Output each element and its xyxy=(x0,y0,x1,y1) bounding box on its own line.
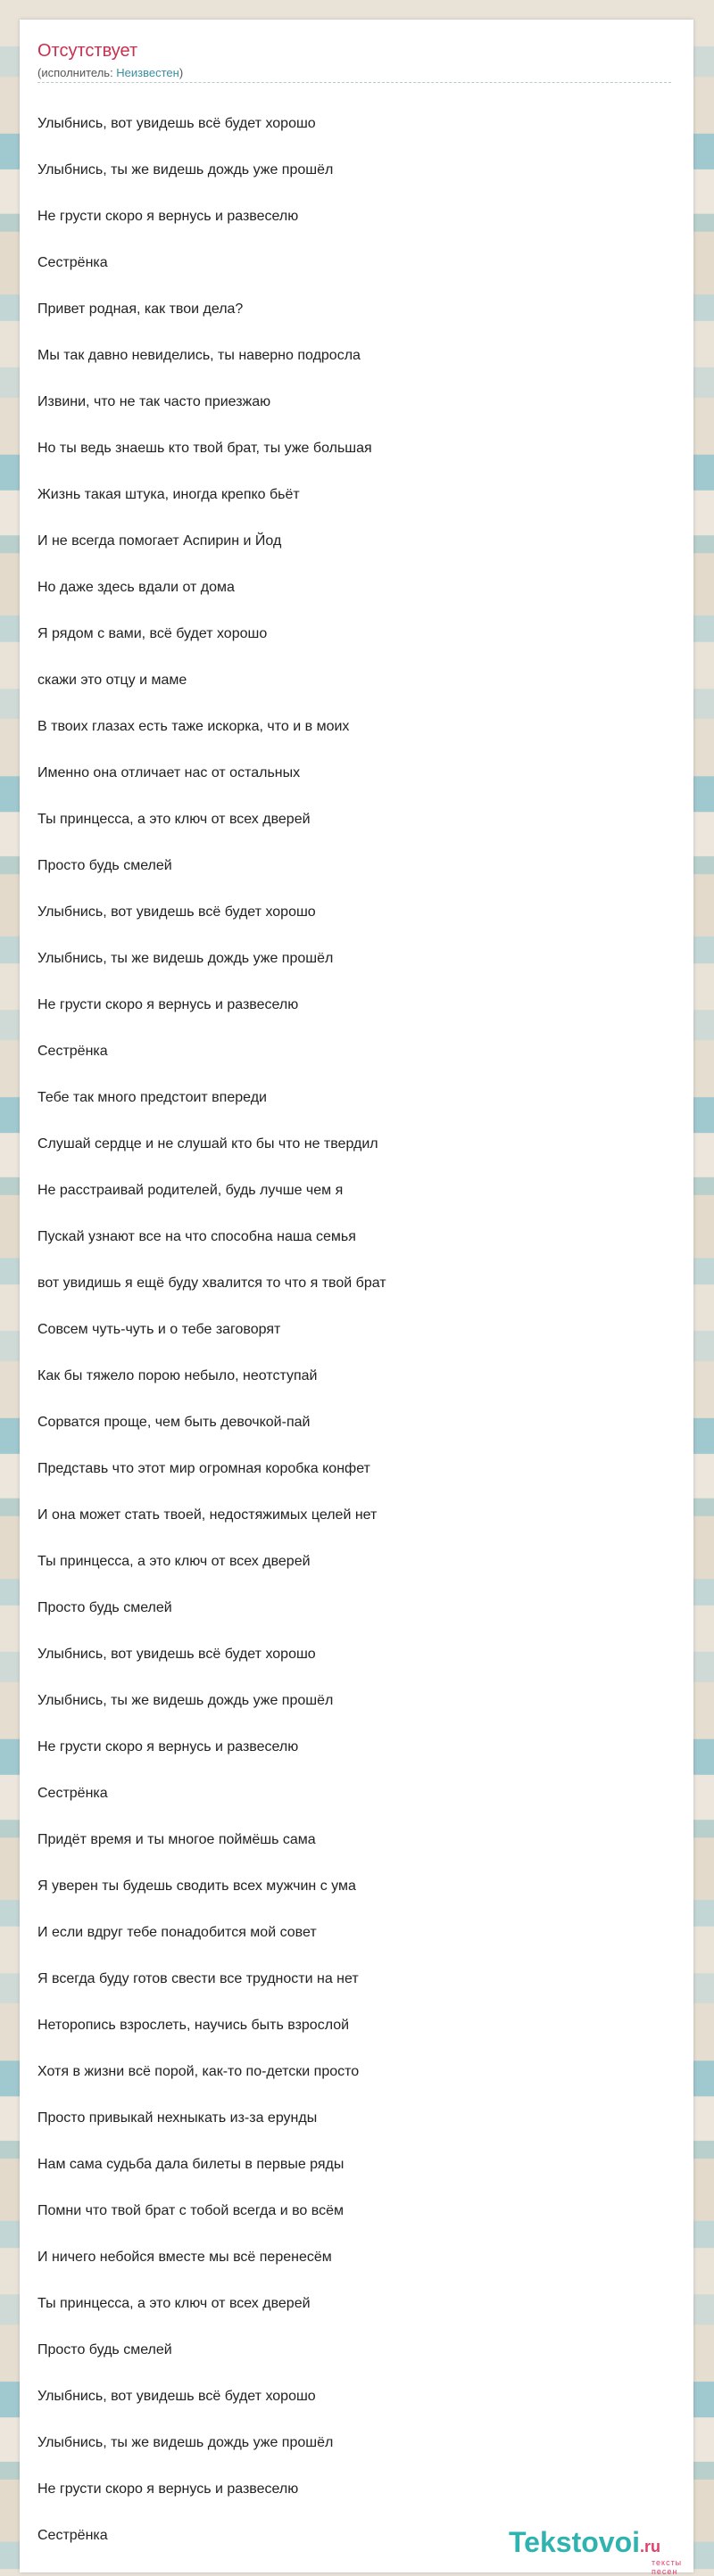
lyric-line: Сестрёнка xyxy=(37,1044,108,1059)
lyrics-list xyxy=(37,113,680,2572)
lyric-line: Я уверен ты будешь сводить всех мужчин с ума xyxy=(37,1878,356,1894)
lyric-line: Просто будь смелей xyxy=(37,1600,172,1615)
lyric-line: Мы так давно невиделись, ты наверно подросла xyxy=(37,348,361,363)
lyric-line: Улыбнись, ты же видешь дождь уже прошёл xyxy=(37,2435,334,2450)
lyrics-page xyxy=(20,20,693,2576)
lyric-line: Не грусти скоро я вернусь и развеселю xyxy=(37,1739,299,1754)
logo-tagline: тексты песен xyxy=(652,2558,683,2576)
logo-wordmark xyxy=(509,2526,660,2563)
lyric-line: Сестрёнка xyxy=(37,255,108,270)
lyric-line: Улыбнись, вот увидешь всё будет хорошо xyxy=(37,2389,316,2404)
lyric-line: Неторопись взрослеть, научись быть взрослой xyxy=(37,2018,350,2033)
site-logo[interactable] xyxy=(509,2526,692,2576)
lyric-line: Сестрёнка xyxy=(37,2528,108,2543)
lyric-line: Но ты ведь знаешь кто твой брат, ты уже большая xyxy=(37,441,372,456)
lyric-line: Тебе так много предстоит впереди xyxy=(37,1090,267,1105)
lyric-line: Улыбнись, ты же видешь дождь уже прошёл xyxy=(37,162,334,178)
lyric-line: Не грусти скоро я вернусь и развеселю xyxy=(37,997,299,1012)
lyric-line: И она может стать твоей, недостяжимых целей нет xyxy=(37,1507,378,1523)
lyric-line: Просто будь смелей xyxy=(37,858,172,873)
lyric-line: В твоих глазах есть таже искорка, что и в моих xyxy=(37,719,350,734)
lyric-line: скажи это отцу и маме xyxy=(37,673,187,688)
header-divider xyxy=(37,82,671,83)
lyric-line: Улыбнись, ты же видешь дождь уже прошёл xyxy=(37,1693,334,1708)
lyric-line: Пускай узнают все на что способна наша семья xyxy=(37,1229,356,1244)
lyric-line: Слушай сердце и не слушай кто бы что не твердил xyxy=(37,1136,378,1152)
lyric-line: Придёт время и ты многое поймёшь сама xyxy=(37,1832,316,1847)
lyric-line: Я рядом с вами, всё будет хорошо xyxy=(37,626,268,641)
artist-suffix: ) xyxy=(178,66,184,79)
lyric-line: Не грусти скоро я вернусь и развеселю xyxy=(37,209,299,224)
lyric-line: Именно она отличает нас от остальных xyxy=(37,765,301,780)
lyric-line: Жизнь такая штука, иногда крепко бьёт xyxy=(37,487,300,502)
lyric-line: Просто привыкай нехныкать из-за ерунды xyxy=(37,2110,318,2126)
lyric-line: Хотя в жизни всё порой, как-то по-детски просто xyxy=(37,2064,360,2079)
song-title: Отсутствует xyxy=(37,41,138,61)
artist-line xyxy=(37,66,183,80)
lyric-line: И не всегда помогает Аспирин и Йод xyxy=(37,533,282,549)
lyric-line: Ты принцесса, а это ключ от всех дверей xyxy=(37,1554,311,1569)
artist-link[interactable]: Неизвестен xyxy=(116,66,179,79)
logo-tld: .ru xyxy=(640,2538,661,2555)
lyric-line: Ты принцесса, а это ключ от всех дверей xyxy=(37,2296,311,2311)
lyric-line: Просто будь смелей xyxy=(37,2342,172,2357)
lyric-line: И если вдруг тебе понадобится мой совет xyxy=(37,1925,317,1940)
lyric-line: Совсем чуть-чуть и о тебе заговорят xyxy=(37,1322,281,1337)
lyric-line: Представь что этот мир огромная коробка конфет xyxy=(37,1461,370,1476)
lyric-line: Извини, что не так часто приезжаю xyxy=(37,394,271,409)
lyric-line: Привет родная, как твои дела? xyxy=(37,301,244,317)
lyric-line: Улыбнись, ты же видешь дождь уже прошёл xyxy=(37,951,334,966)
lyric-line: Не расстраивай родителей, будь лучше чем я xyxy=(37,1183,344,1198)
lyric-line: И ничего небойся вместе мы всё перенесём xyxy=(37,2250,332,2265)
lyric-line: Улыбнись, вот увидешь всё будет хорошо xyxy=(37,904,316,920)
lyric-line: Помни что твой брат с тобой всегда и во всём xyxy=(37,2203,344,2218)
lyric-line: Ты принцесса, а это ключ от всех дверей xyxy=(37,812,311,827)
lyric-line: Улыбнись, вот увидешь всё будет хорошо xyxy=(37,116,316,131)
lyric-line: Улыбнись, вот увидешь всё будет хорошо xyxy=(37,1647,316,1662)
logo-name: Tekstovoi xyxy=(509,2526,640,2558)
artist-prefix: (исполнитель: xyxy=(37,66,117,79)
lyric-line: Но даже здесь вдали от дома xyxy=(37,580,235,595)
lyric-line: вот увидишь я ещё буду хвалится то что я твой брат xyxy=(37,1276,386,1291)
lyric-line: Не грусти скоро я вернусь и развеселю xyxy=(37,2481,299,2497)
lyric-line: Сестрёнка xyxy=(37,1786,108,1801)
lyric-line: Как бы тяжело порою небыло, неотступай xyxy=(37,1368,318,1383)
lyric-line: Я всегда буду готов свести все трудности на нет xyxy=(37,1971,359,1986)
lyric-line: Нам сама судьба дала билеты в первые ряды xyxy=(37,2157,345,2172)
lyric-line: Сорватся проще, чем быть девочкой-пай xyxy=(37,1415,311,1430)
